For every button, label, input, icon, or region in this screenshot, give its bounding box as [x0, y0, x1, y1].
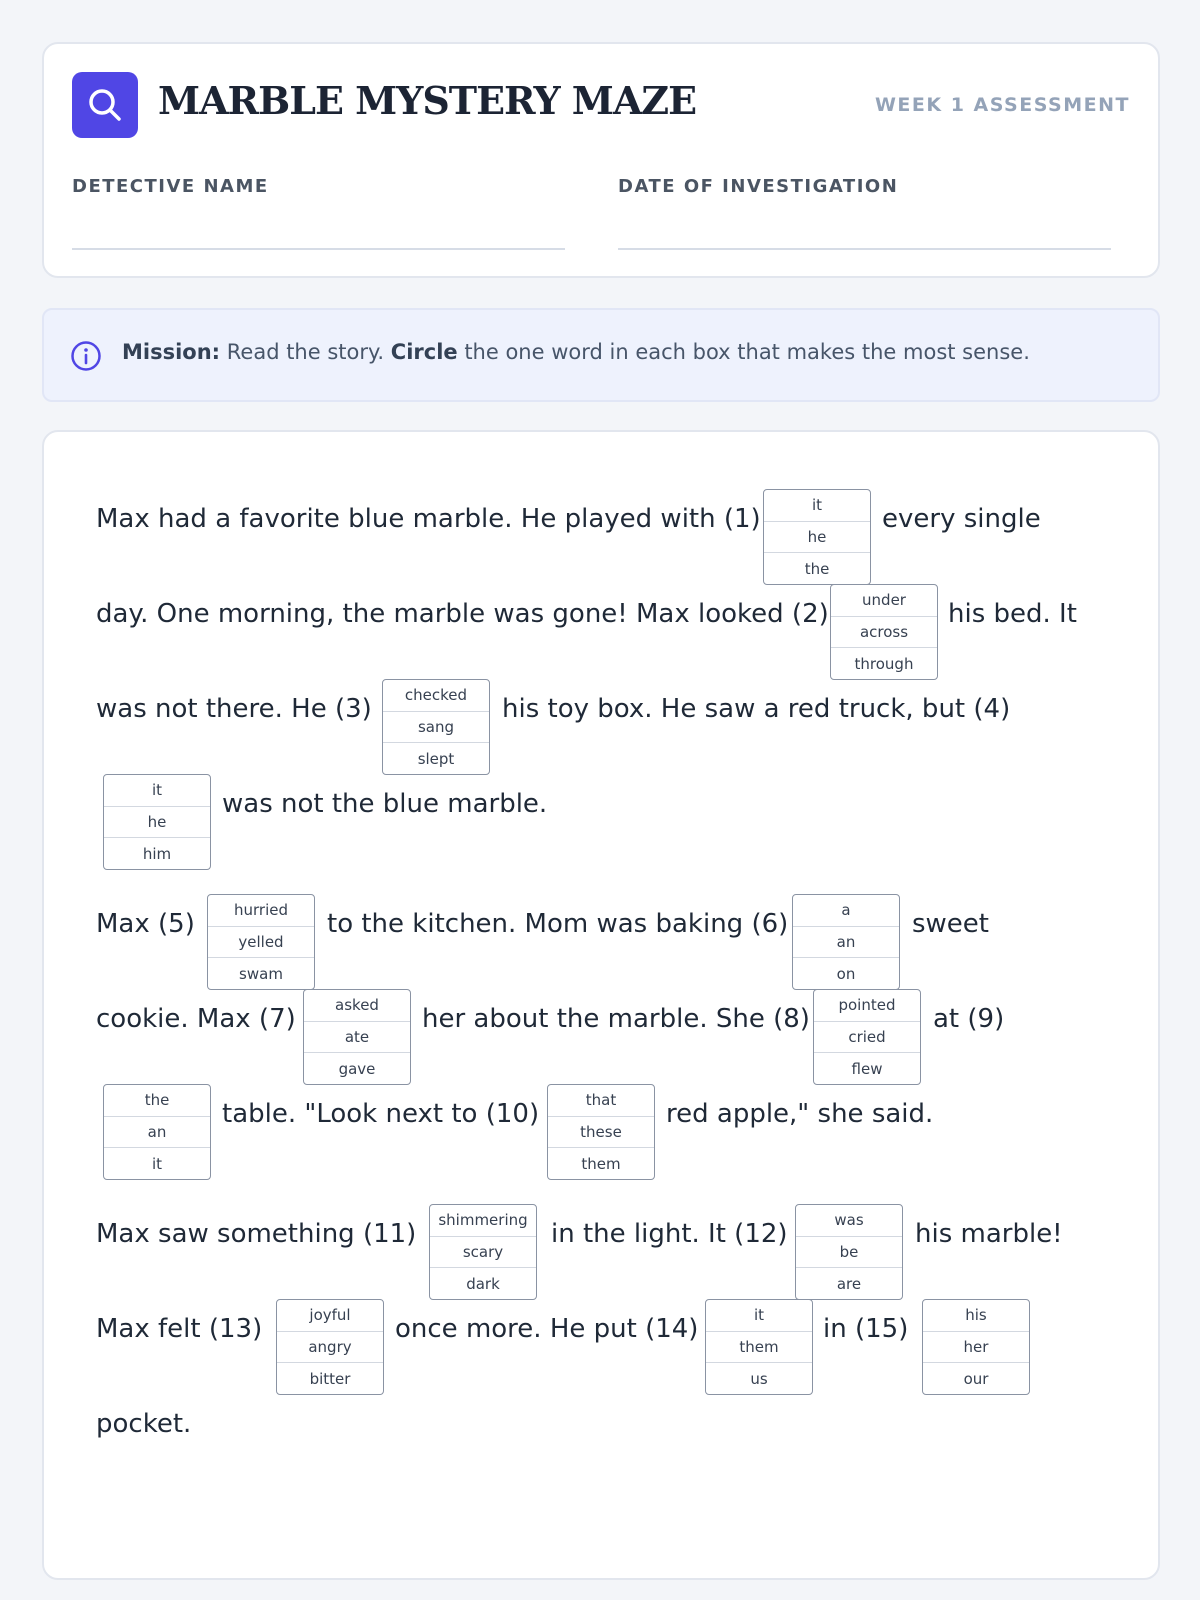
story-text: Max had a favorite blue marble. He played with (1)	[96, 504, 761, 534]
choice-option[interactable]: dark	[466, 1274, 500, 1293]
choice-option[interactable]: yelled	[208, 927, 314, 959]
choice-option[interactable]: it	[104, 775, 210, 807]
choice-option[interactable]: that	[548, 1085, 654, 1117]
story-text: every single	[882, 504, 1041, 534]
mission-text	[122, 340, 1030, 364]
choice-option[interactable]: he	[764, 522, 870, 554]
choice-option[interactable]: the	[104, 1085, 210, 1117]
story-text: in (15)	[823, 1314, 909, 1344]
choice-option[interactable]: these	[548, 1117, 654, 1149]
story-text: to the kitchen. Mom was baking (6)	[327, 909, 789, 939]
choice-option[interactable]: checked	[383, 680, 489, 712]
choice-option[interactable]: across	[831, 617, 937, 649]
date-label: DATE OF INVESTIGATION	[618, 176, 899, 197]
story-text: cookie. Max (7)	[96, 1004, 296, 1034]
detective-name-field[interactable]	[72, 248, 565, 250]
choice-option[interactable]: ate	[304, 1022, 410, 1054]
choice-option[interactable]: sang	[383, 712, 489, 744]
date-field[interactable]	[618, 248, 1111, 250]
choice-option[interactable]: it	[706, 1300, 812, 1332]
choice-option[interactable]: them	[581, 1154, 621, 1173]
choice-box-8	[813, 989, 921, 1085]
choice-option[interactable]: hurried	[208, 895, 314, 927]
story-text: Max felt (13)	[96, 1314, 263, 1344]
choice-option[interactable]: it	[764, 490, 870, 522]
choice-option[interactable]: shimmering	[430, 1205, 536, 1237]
choice-box-3	[382, 679, 490, 775]
story-text: his toy box. He saw a red truck, but (4)	[502, 694, 1011, 724]
mission-label: Mission:	[122, 340, 221, 364]
choice-option[interactable]: slept	[417, 749, 455, 768]
choice-box-2	[830, 584, 938, 680]
choice-box-14	[705, 1299, 813, 1395]
choice-option[interactable]: a	[793, 895, 899, 927]
choice-option[interactable]: swam	[239, 964, 283, 983]
story-text: was not there. He (3)	[96, 694, 372, 724]
choice-option[interactable]: gave	[338, 1059, 376, 1078]
story-text: at (9)	[933, 1004, 1005, 1034]
mission-emphasis: Circle	[390, 340, 458, 364]
choice-option[interactable]: asked	[304, 990, 410, 1022]
choice-box-15	[922, 1299, 1030, 1395]
choice-option[interactable]: flew	[851, 1059, 883, 1078]
choice-box-13	[276, 1299, 384, 1395]
story-text: in the light. It (12)	[551, 1219, 788, 1249]
info-icon	[70, 340, 102, 372]
story-card	[42, 430, 1160, 1580]
choice-box-12	[795, 1204, 903, 1300]
mission-text-1: Read the story.	[220, 340, 391, 364]
choice-option[interactable]: us	[750, 1369, 768, 1388]
choice-option[interactable]: joyful	[277, 1300, 383, 1332]
choice-option[interactable]: are	[836, 1274, 862, 1293]
story-text: Max saw something (11)	[96, 1219, 417, 1249]
story-text: once more. He put (14)	[395, 1314, 699, 1344]
week-label: WEEK 1 ASSESSMENT	[874, 94, 1130, 116]
choice-option[interactable]: was	[796, 1205, 902, 1237]
choice-option[interactable]: an	[793, 927, 899, 959]
choice-option[interactable]: her	[923, 1332, 1029, 1364]
detective-name-label: DETECTIVE NAME	[72, 176, 269, 197]
story-text: day. One morning, the marble was gone! Max looked (2)	[96, 599, 829, 629]
story-text: sweet	[912, 909, 989, 939]
choice-option[interactable]: his	[923, 1300, 1029, 1332]
choice-option[interactable]: it	[151, 1154, 163, 1173]
mission-banner	[42, 308, 1160, 402]
choice-box-4	[103, 774, 211, 870]
choice-option[interactable]: our	[963, 1369, 989, 1388]
story-text: table. "Look next to (10)	[222, 1099, 540, 1129]
story-text: red apple," she said.	[666, 1099, 934, 1129]
choice-option[interactable]: scary	[430, 1237, 536, 1269]
choice-option[interactable]: he	[104, 807, 210, 839]
choice-box-6	[792, 894, 900, 990]
choice-box-7	[303, 989, 411, 1085]
choice-option[interactable]: bitter	[309, 1369, 351, 1388]
story-text: pocket.	[96, 1409, 192, 1439]
choice-option[interactable]: the	[804, 559, 830, 578]
choice-box-9	[103, 1084, 211, 1180]
story-text: his bed. It	[948, 599, 1077, 629]
choice-box-5	[207, 894, 315, 990]
mission-text-2: the one word in each box that makes the most sense.	[457, 340, 1030, 364]
choice-option[interactable]: cried	[814, 1022, 920, 1054]
header-card	[42, 42, 1160, 278]
choice-box-11	[429, 1204, 537, 1300]
choice-option[interactable]: under	[831, 585, 937, 617]
choice-option[interactable]: angry	[277, 1332, 383, 1364]
choice-option[interactable]: on	[836, 964, 856, 983]
story-text: was not the blue marble.	[222, 789, 548, 819]
choice-option[interactable]: an	[104, 1117, 210, 1149]
choice-option[interactable]: be	[796, 1237, 902, 1269]
logo	[72, 72, 138, 138]
choice-option[interactable]: through	[854, 654, 914, 673]
worksheet-title: MARBLE MYSTERY MAZE	[158, 78, 697, 123]
search-icon	[86, 86, 124, 124]
choice-box-10	[547, 1084, 655, 1180]
story-text: Max (5)	[96, 909, 195, 939]
story-text: her about the marble. She (8)	[422, 1004, 810, 1034]
choice-option[interactable]: them	[706, 1332, 812, 1364]
choice-option[interactable]: him	[142, 844, 172, 863]
choice-option[interactable]: pointed	[814, 990, 920, 1022]
choice-box-1	[763, 489, 871, 585]
story-text: his marble!	[915, 1219, 1063, 1249]
